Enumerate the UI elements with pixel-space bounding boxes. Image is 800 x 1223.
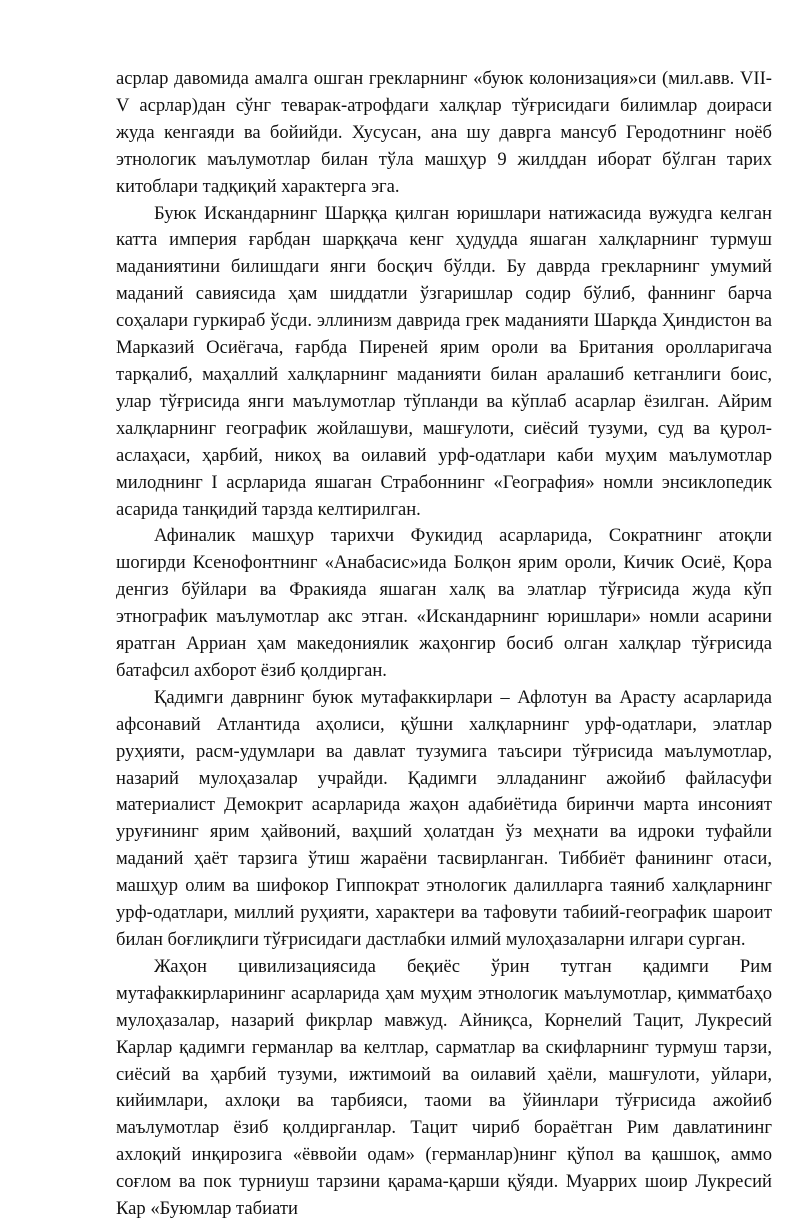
- paragraph-1: асрлар давомида амалга ошган грекларнинг «буюк колонизация»си (мил.авв. VII-V асрлар)дан сўнг теварак-атрофдаги халқлар тўғрисидаги билимлар доираси жуда кенгаяди ва бойийди. Хусусан, ана шу даврга мансуб Геродотнинг ноёб этнологик маълумотлар билан тўла машҳур 9 жилддан иборат бўлган тарих китоблари тадқиқий характерга эга.: [116, 68, 772, 197]
- paragraph-2: Буюк Искандарнинг Шарққа қилган юришлари натижасида вужудга келган катта империя ғарбдан шарққача кенг ҳудудда яшаган халқларнинг турмуш маданиятини билишдаги янги босқич бўлди. Бу даврда грекларнинг умумий маданий савиясида ҳам шиддатли ўзгаришлар содир бўлиб, фаннинг барча соҳалари гуркираб ўсди. эллинизм даврида грек маданияти Шарқда Ҳиндистон ва Марказий Осиёгача, ғарбда Пиреней ярим ороли ва Британия оролларигача тарқалиб, маҳаллий халқларнинг маданияти билан аралашиб кетганлиги боис, улар тўғрисида янги маълумотлар тўпланди ва кўплаб асарлар ёзилган. Айрим халқларнинг географик жойлашуви, машғулоти, сиёсий тузуми, суд ва қурол-аслаҳаси, ҳарбий, никоҳ ва оилавий урф-одатлари каби муҳим маълумотлар милоднинг I асрларида яшаган Страбоннинг «География» номли энсиклопедик асарида танқидий тарзда келтирилган.: [116, 202, 772, 520]
- paragraph-4: Қадимги даврнинг буюк мутафаккирлари – Афлотун ва Арасту асарларида афсонавий Атлантида аҳолиси, қўшни халқларнинг урф-одатлари, элатлар руҳияти, расм-удумлари ва давлат тузумига таъсири тўғрисида маълумотлар, назарий мулоҳазалар учрайди. Қадимги элладанинг ажойиб файласуфи материалист Демокрит асарларида жаҳон адабиётида биринчи марта инсоният уруғининг ярим ҳайвоний, ваҳший ҳолатдан ўз меҳнати ва идроки туфайли маданий ҳаёт тарзига ўтиш жараёни тасвирланган. Тиббиёт фанининг отаси, машҳур олим ва шифокор Гиппократ этнологик далилларга таяниб халқларнинг урф-одатлари, миллий руҳияти, характери ва тафовути табиий-географик шароит билан боғлиқлиги тўғрисидаги дастлабки илмий мулоҳазаларни илгари сурган.: [116, 686, 772, 950]
- document-page: [116, 66, 772, 1223]
- paragraph-3: Афиналик машҳур тарихчи Фукидид асарларида, Сократнинг атоқли шогирди Ксенофонтнинг «Анабасис»ида Болқон ярим ороли, Кичик Осиё, Қора денгиз бўйлари ва Фракияда яшаган халқ ва элатлар тўғрисида жуда кўп этнографик маълумотлар акс этган. «Искандарнинг юришлари» номли асарини яратган Арриан ҳам македониялик жаҳонгир босиб олган халқлар тўғрисида батафсил ахборот ёзиб қолдирган.: [116, 525, 772, 681]
- paragraph-5: Жаҳон цивилизациясида беқиёс ўрин тутган қадимги Рим мутафаккирларининг асарларида ҳам муҳим этнологик маълумотлар, қимматбаҳо мулоҳазалар, назарий фикрлар мавжуд. Айниқса, Корнелий Тацит, Лукресий Карлар қадимги германлар ва келтлар, сарматлар ва скифларнинг турмуш тарзи, сиёсий ва ҳарбий тузуми, ижтимоий ва оилавий ҳаёли, машғулоти, уйлари, кийимлари, ахлоқи ва тарбияси, таоми ва ўйинлари тўғрисида ажойиб маълумотлар ёзиб қолдирганлар. Тацит чириб бораётган Рим давлатининг ахлоқий инқирозига «ёввойи одам» (германлар)нинг қўпол ва қашшоқ, аммо соғлом ва пок турниуш тарзини қарама-қарши қўяди. Муаррих шоир Лукресий Кар «Буюмлар табиати: [116, 955, 772, 1220]
